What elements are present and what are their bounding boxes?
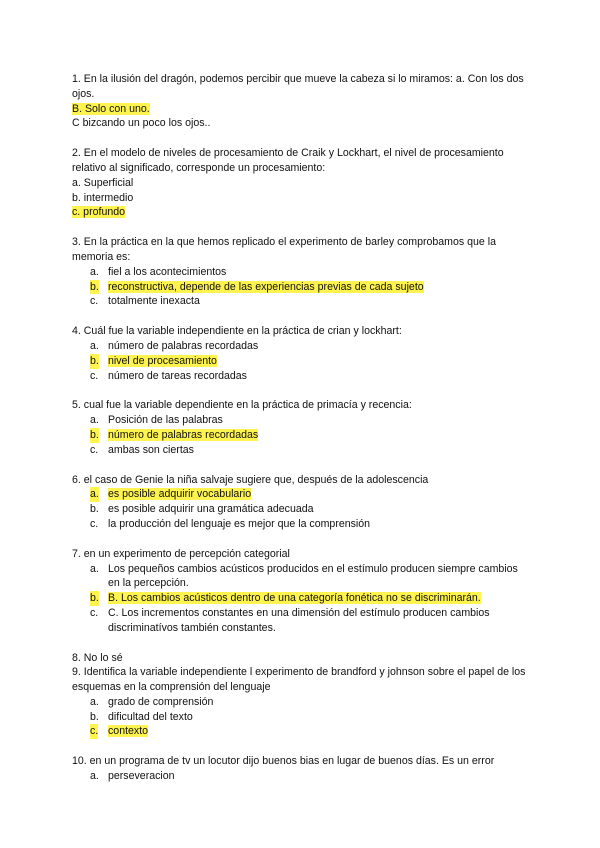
option-c xyxy=(72,606,532,636)
question-2-line-b: b. intermedio xyxy=(72,191,134,204)
question-10-options xyxy=(72,769,532,784)
option-marker: c. xyxy=(90,295,99,308)
option-text-highlighted: reconstructiva, depende de las experiencias previas de cada sujeto xyxy=(108,280,424,293)
question-4-options xyxy=(72,339,532,383)
question-4 xyxy=(72,324,532,383)
question-1-line-b: B. Solo con uno. xyxy=(72,102,150,115)
option-b xyxy=(72,710,532,725)
option-marker: c. xyxy=(90,606,99,619)
option-a xyxy=(72,339,532,354)
option-text: fiel a los acontecimientos xyxy=(108,265,227,278)
question-7 xyxy=(72,547,532,636)
option-text: perseveracion xyxy=(108,770,175,783)
option-text: número de tareas recordadas xyxy=(108,369,247,382)
option-c xyxy=(72,724,532,739)
option-text: totalmente inexacta xyxy=(108,295,200,308)
option-marker: b. xyxy=(90,280,99,293)
option-marker: a. xyxy=(90,770,99,783)
option-marker: a. xyxy=(90,414,99,427)
question-5-options xyxy=(72,413,532,457)
document-page xyxy=(72,72,532,799)
question-7-stem: 7. en un experimento de percepción categorial xyxy=(72,547,290,560)
question-3-options xyxy=(72,265,532,309)
option-c xyxy=(72,369,532,384)
option-marker: a. xyxy=(90,562,99,575)
option-c xyxy=(72,517,532,532)
question-8-stem: 8. No lo sé xyxy=(72,651,123,664)
option-text-highlighted: B. Los cambios acústicos dentro de una categoría fonética no se discriminarán. xyxy=(108,592,481,605)
question-4-stem: 4. Cuál fue la variable independiente en la práctica de crian y lockhart: xyxy=(72,325,402,338)
option-a xyxy=(72,265,532,280)
option-text: Posición de las palabras xyxy=(108,414,223,427)
option-b xyxy=(72,591,532,606)
option-marker: c. xyxy=(90,369,99,382)
question-7-options xyxy=(72,562,532,636)
option-text: es posible adquirir una gramática adecuada xyxy=(108,503,314,516)
option-a xyxy=(72,769,532,784)
option-marker: c. xyxy=(90,517,99,530)
question-2-stem: 2. En el modelo de niveles de procesamiento de Craik y Lockhart, el nivel de procesamiento relativo al significado, corresponde un procesamiento: xyxy=(72,147,504,174)
option-a xyxy=(72,695,532,710)
option-a xyxy=(72,413,532,428)
question-1 xyxy=(72,72,532,131)
question-1-stem: 1. En la ilusión del dragón, podemos percibir que mueve la cabeza si lo miramos: a. Con los dos ojos. xyxy=(72,73,524,100)
question-10 xyxy=(72,754,532,784)
option-marker: b. xyxy=(90,428,99,441)
option-text: dificultad del texto xyxy=(108,710,193,723)
question-5 xyxy=(72,398,532,457)
option-b xyxy=(72,280,532,295)
question-9-options xyxy=(72,695,532,739)
option-marker: c. xyxy=(90,725,99,738)
question-6-options xyxy=(72,487,532,531)
option-c xyxy=(72,443,532,458)
option-text: grado de comprensión xyxy=(108,695,214,708)
option-text: ambas son ciertas xyxy=(108,443,194,456)
option-a xyxy=(72,487,532,502)
option-text-highlighted: número de palabras recordadas xyxy=(108,428,259,441)
option-c xyxy=(72,294,532,309)
question-2-line-a: a. Superficial xyxy=(72,176,134,189)
question-2-line-c: c. profundo xyxy=(72,206,126,219)
option-text: la producción del lenguaje es mejor que la comprensión xyxy=(108,517,371,530)
question-1-line-c: C bizcando un poco los ojos.. xyxy=(72,117,211,130)
question-2 xyxy=(72,146,532,220)
option-marker: a. xyxy=(90,265,99,278)
option-b xyxy=(72,428,532,443)
option-marker: a. xyxy=(90,339,99,352)
option-marker: c. xyxy=(90,443,99,456)
question-6-stem: 6. el caso de Genie la niña salvaje sugiere que, después de la adolescencia xyxy=(72,473,429,486)
option-text-highlighted: contexto xyxy=(108,725,149,738)
option-marker: b. xyxy=(90,710,99,723)
option-b xyxy=(72,502,532,517)
question-9 xyxy=(72,665,532,739)
option-a xyxy=(72,562,532,592)
option-marker: b. xyxy=(90,503,99,516)
option-text: C. Los incrementos constantes en una dimensión del estímulo producen cambios discriminatívos también constantes. xyxy=(108,606,490,634)
question-3-stem: 3. En la práctica en la que hemos replicado el experimento de barley comprobamos que la memoria es: xyxy=(72,236,496,263)
question-8 xyxy=(72,651,532,666)
option-marker: a. xyxy=(90,488,99,501)
option-marker: b. xyxy=(90,592,99,605)
question-10-stem: 10. en un programa de tv un locutor dijo buenos bias en lugar de buenos días. Es un error xyxy=(72,755,495,768)
question-6 xyxy=(72,473,532,532)
option-text: Los pequeños cambios acústicos producidos en el estímulo producen siempre cambios en la percepción. xyxy=(108,562,518,590)
question-3 xyxy=(72,235,532,309)
option-marker: b. xyxy=(90,354,99,367)
option-text-highlighted: es posible adquirir vocabulario xyxy=(108,488,252,501)
question-5-stem: 5. cual fue la variable dependiente en la práctica de primacía y recencia: xyxy=(72,399,412,412)
question-9-stem: 9. Identifica la variable independiente l experimento de brandford y johnson sobre el papel de los esquemas en la comprensión del lenguaje xyxy=(72,666,526,694)
option-b xyxy=(72,354,532,369)
option-marker: a. xyxy=(90,695,99,708)
option-text-highlighted: nivel de procesamiento xyxy=(108,354,217,367)
option-text: número de palabras recordadas xyxy=(108,339,259,352)
